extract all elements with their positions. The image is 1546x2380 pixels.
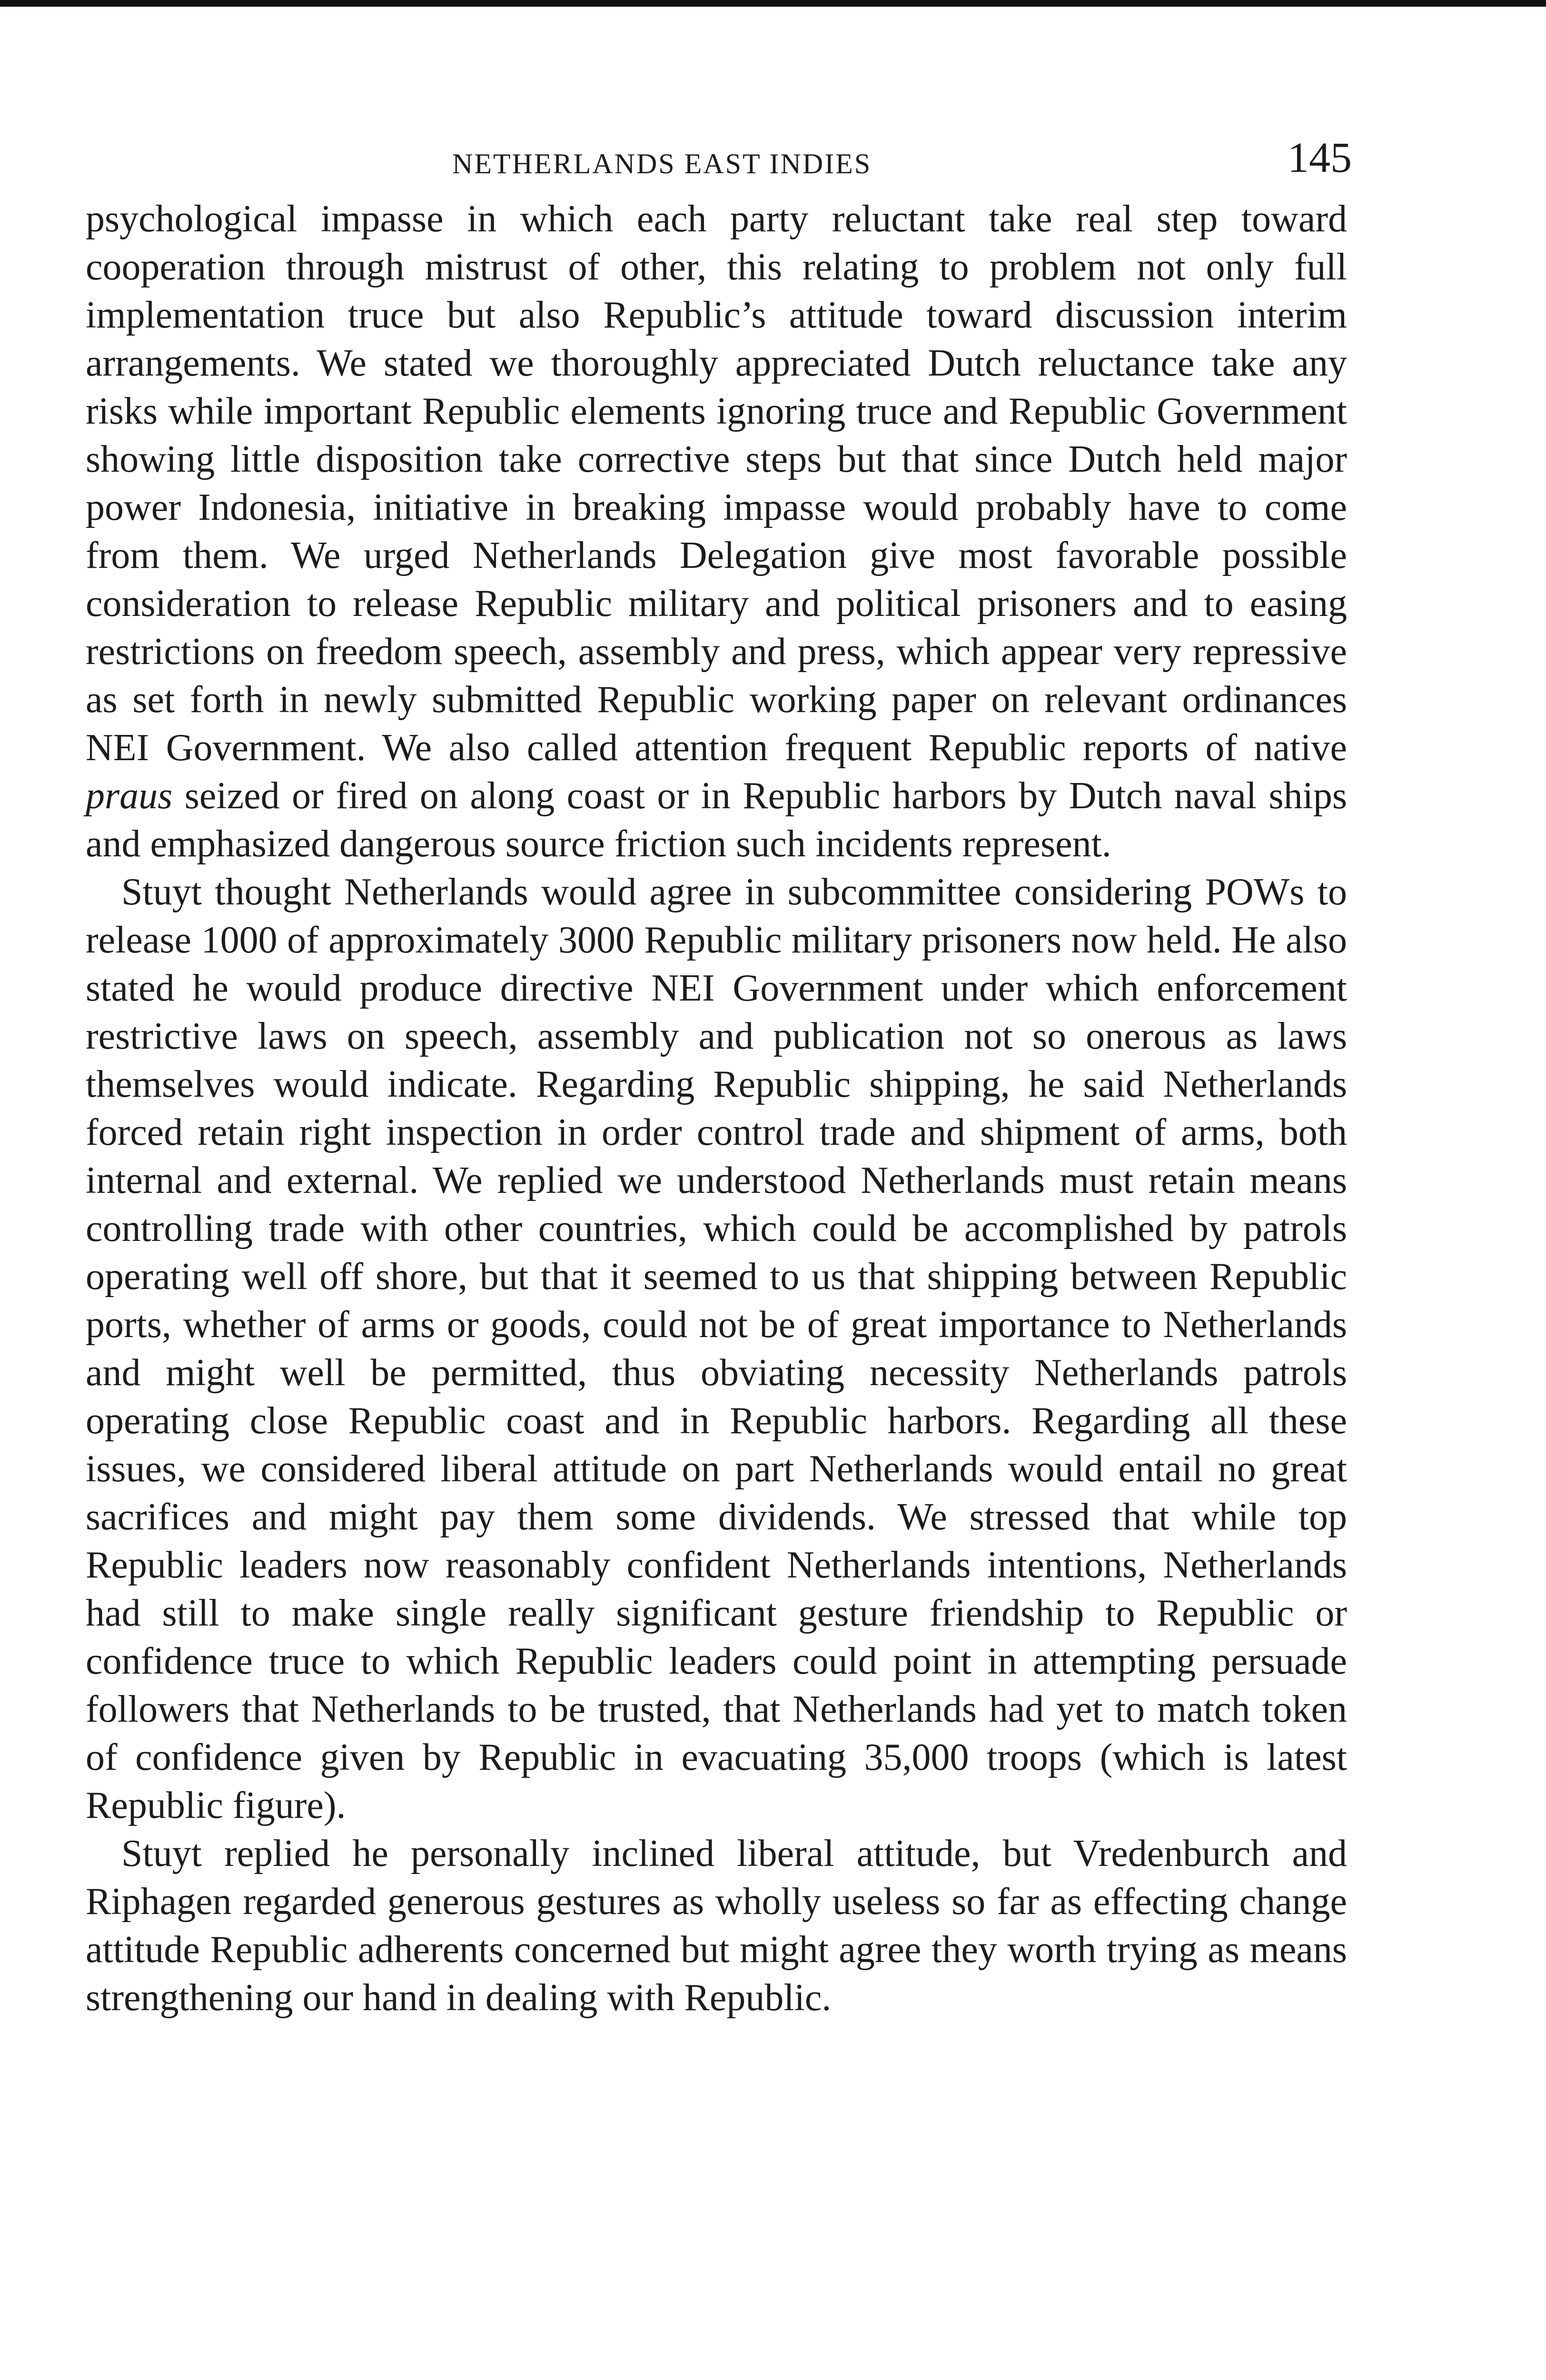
paragraph-3: Stuyt replied he personally inclined liberal attitude, but Vredenburch and Riphagen regarded generous gestures as wholly useless so far as effecting change attitude Republic adherents concerned but might agree they worth trying as means strengthening our hand in dealing with Republic. <box>86 1833 1347 2019</box>
paragraph-1-text-cont: seized or fired on along coast or in Republic harbors by Dutch naval ships and emphasized dangerous source friction such incidents represent. <box>86 775 1347 865</box>
paragraph-1 <box>86 195 1347 868</box>
emphasis-praus: praus <box>86 775 173 817</box>
body-text <box>86 195 1347 2022</box>
paragraph-1-text: psychological impasse in which each party reluctant take real step toward cooperation through mistrust of other, this relating to problem not only full implementation truce but also Republic’s attitude toward discussion interim arrangements. We stated we thoroughly appreciated Dutch reluctance take any risks while important Republic elements ignoring truce and Republic Government showing little disposition take corrective steps but that since Dutch held major power Indonesia, initiative in breaking impasse would probably have to come from them. We urged Netherlands Delegation give most favorable possible consideration to release Republic military and political prisoners and to easing restrictions on freedom speech, assembly and press, which appear very repressive as set forth in newly submitted Republic working paper on relevant ordinances NEI Government. We also called attention frequent Republic reports of native <box>86 198 1347 769</box>
paragraph-2: Stuyt thought Netherlands would agree in subcommittee considering POWs to release 1000 of approximately 3000 Republic military prisoners now held. He also stated he would produce directive NEI Government under which enforcement restrictive laws on speech, assembly and publication not so onerous as laws themselves would indicate. Regarding Republic shipping, he said Netherlands forced retain right inspection in order control trade and shipment of arms, both internal and external. We replied we understood Netherlands must retain means controlling trade with other countries, which could be accomplished by patrols operating well off shore, but that it seemed to us that shipping between Republic ports, whether of arms or goods, could not be of great importance to Netherlands and might well be permitted, thus obviating necessity Netherlands patrols operating close Republic coast and in Republic harbors. Regarding all these issues, we considered liberal attitude on part Netherlands would entail no great sacrifices and might pay them some dividends. We stressed that while top Republic leaders now reasonably confident Netherlands intentions, Netherlands had still to make single really significant gesture friendship to Republic or confidence truce to which Republic leaders could point in attempting persuade followers that Netherlands to be trusted, that Netherlands had yet to match token of confidence given by Republic in evacuating 35,000 troops (which is latest Republic figure). <box>86 871 1347 1826</box>
page-header <box>86 129 1352 195</box>
document-page <box>86 129 1352 2022</box>
running-head: NETHERLANDS EAST INDIES <box>452 148 872 179</box>
top-border <box>0 0 1546 7</box>
page-number: 145 <box>1288 134 1352 181</box>
